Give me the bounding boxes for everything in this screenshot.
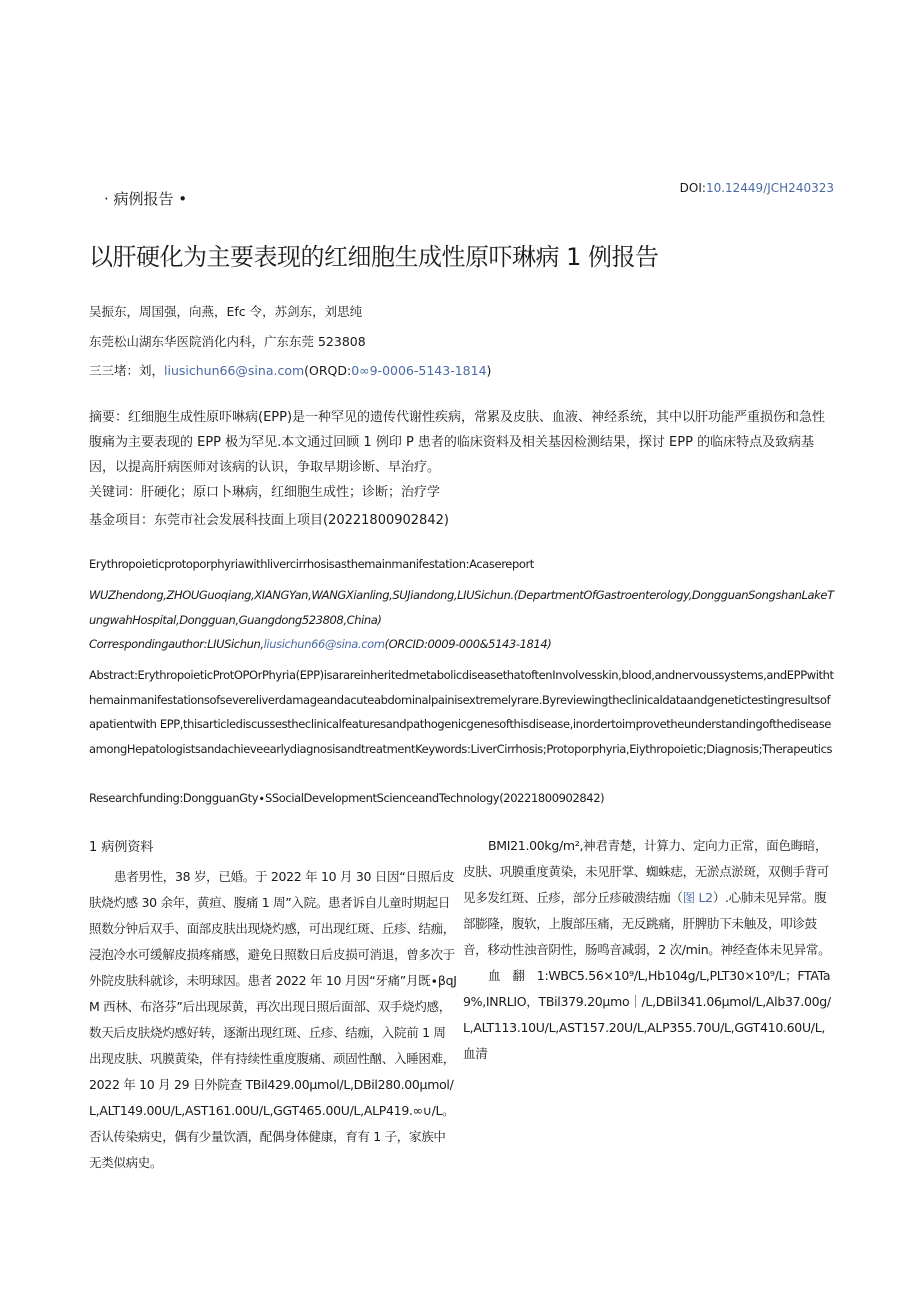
en-abstract: Abstract:ErythropoieticProtOPOrPhyria(EPP)isarareinheritedmetabolicdiseasethatoftenInvolvesskin,blood,andnervoussystems,andEPPwiththemainmanifestationsofsevereliverdamageandacuteabdominalpainisextremelyrare.Byreviewingtheclinicaldataandgenetictestingresultsofapatientwith EPP,thisarticlediscussestheclinicalfeaturesandpathogenicgenesofthisdisease,inordertoimprovetheunderstandingofthediseaseamongHepatologistsandachieveearlydiagnosisandtreatmentKeywords:LiverCirrhosis;Protoporphyria,Eiythropoietic;Diagnosis;Therapeutics	[89, 668, 834, 756]
orcid-prefix: (ORQD:	[304, 363, 352, 378]
doi-link[interactable]: 10.12449/JCH240323	[705, 181, 834, 195]
funding-cn: 基金项目：东莞市社会发展科技面上项目(20221800902842)	[89, 513, 449, 528]
en-corr-prefix: Correspondingauthor:LIUSichun,	[89, 637, 264, 651]
left-column-paragraph: 患者男性，38 岁，已婚。于 2022 年 10 月 30 日因“日照后皮肤烧灼感 30 余年，黄疸、腹痛 1 周”入院。患者诉自儿童时期起日照数分钟后双手、面部皮肤出现烧灼感，可出现红斑、丘疹、结痂，浸泡冷水可缓解皮损疼痛感，避免日照数日后皮损可消退，曾多次于外院皮肤科就诊，未明球因。患者 2022 年 10 月因“牙痛”月既∙βqJM 西林、布洛芬”后出现尿黄，再次出现日照后面部、双手烧灼感，数天后皮肤烧灼感好转，逐渐出现红斑、丘疹、结痂，入院前 1 周出现皮肤、巩膜黄染，伴有持续性重度腹痛、顽固性酗、入睡困难，2022 年 10 月 29 日外院查 TBil429.00μmol∕L,DBil280.00μmol∕L,ALT149.00U/L,AST161.00U∕L,GGT465.00U/L,ALP419.∞∪∕L。否认传染病史，偶有少量饮酒，配偶身体健康，育有 1 子，家族中无类似病史。	[89, 869, 457, 1170]
section-tag: · 病例报告 •	[104, 190, 188, 208]
article-title: 以肝硬化为主要表现的红细胞生成性原吓琳病 1 例报告	[89, 243, 659, 271]
figure-reference-link[interactable]: 图 L2	[682, 890, 713, 905]
keywords-cn: 关键词：肝硬化；原口卜琳病，红细胞生成性；诊断；治疗学	[89, 485, 441, 500]
right-column	[463, 833, 833, 1067]
correspondence-email[interactable]: liusichun66@sina.com	[164, 363, 305, 378]
right-para1-post: ）.心肺未见异常。腹部膨隆，腹软，上腹部压痛，无反跳痛，肝脾肋下未触及，叩诊鼓音，移动性浊音阴性，肠鸣音减弱，2 次/min。神经查体未见异常。	[463, 890, 831, 957]
affiliation: 东莞松山湖东华医院消化内科，广东东莞 523808	[89, 334, 366, 349]
doi	[680, 181, 834, 195]
en-title: Erythropoieticprotoporphyriawithlivercirrhosisasthemainmanifestation:Acasereport	[89, 557, 534, 571]
section-heading: 1 病例资料	[89, 840, 154, 855]
en-correspondence	[89, 637, 551, 651]
orcid-suffix: )	[486, 363, 492, 378]
orcid-link[interactable]: 0∞9-0006-5143-1814	[351, 363, 487, 378]
right-para1-pre: BMI21.00kg∕m²,神君青楚，计算力、定向力正常，面色晦暗，皮肤、巩膜重度黄染，未见肝掌、蜘蛛痣，无淤点淤斑，双侧手背可见多发红斑、丘疹，部分丘疹破溃结痂（	[463, 838, 830, 905]
en-funding: Researchfunding:DongguanGty∙SSocialDevelopmentScienceandTechnology(20221800902842)	[89, 791, 605, 805]
doi-label: DOI:	[679, 181, 706, 195]
en-corr-email[interactable]: liusichun66@sina.com	[263, 637, 385, 651]
correspondence-label: 三三堵：刘，	[89, 363, 165, 378]
abstract-cn: 摘要：红细胞生成性原吓啉病(EPP)是一种罕见的遗传代谢性疾病，常累及皮肤、血液、神经系统，其中以肝功能严重损伤和急性腹痛为主要表现的 EPP 极为罕见.本文通过回顾 1 例印 P 患者的临床资料及相关基因检测结果，探讨 EPP 的临床特点及致病基因，以提高肝病医师对该病的认识，争取早期诊断、早治疗。	[89, 410, 826, 475]
right-paragraph-1	[463, 833, 833, 963]
right-paragraph-2: 血 翻 1:WBC5.56×10⁹∕L,Hb104g/L,PLT30×10⁹∕L；FTATa9%,INRLIO，TBil379.20μmo｜∕L,DBil341.06μmol∕L,Alb37.00g/L,ALT113.10U/L,AST157.20U/L,ALP355.70U/L,GGT410.60U/L,血清	[463, 968, 831, 1061]
en-authors: WUZhendong,ZHOUGuoqiang,XIANGYan,WANGXianling,SUJiandong,LIUSichun.(DepartmentOfGastroenterology,DongguanSongshanLakeTungwahHospital,Dongguan,Guangdong523808,China)	[89, 588, 834, 627]
authors: 吴振东，周国强，向燕，Efc 令，苏剑东，刘思纯	[89, 304, 363, 319]
en-corr-suffix: (ORCID:0009-000&5143-1814)	[384, 637, 552, 651]
correspondence	[89, 361, 491, 379]
